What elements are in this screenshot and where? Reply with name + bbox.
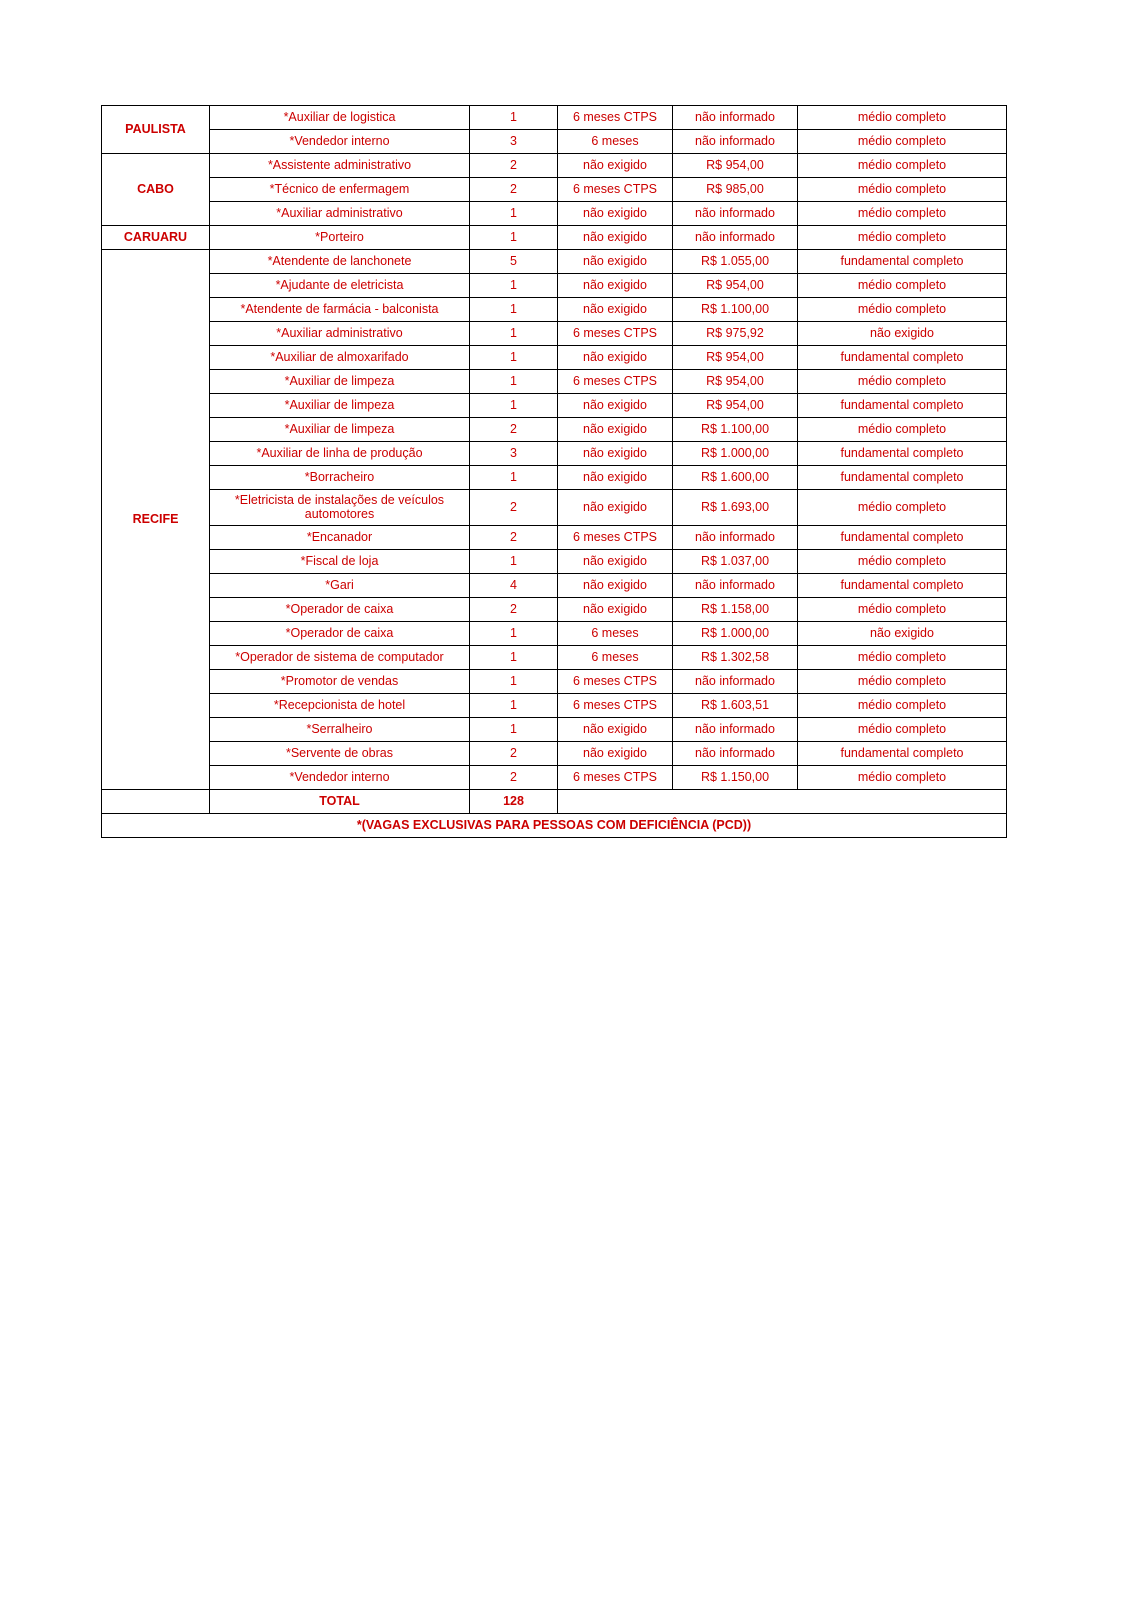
role-cell: *Porteiro [210,226,470,250]
exp-cell: não exigido [558,274,673,298]
table-row [102,250,1007,274]
table-row [102,549,1007,573]
role-cell: *Operador de caixa [210,621,470,645]
education-cell: não exigido [798,322,1007,346]
qty-cell: 1 [470,322,558,346]
salary-cell: R$ 1.603,51 [673,693,798,717]
role-cell: *Ajudante de eletricista [210,274,470,298]
role-cell: *Promotor de vendas [210,669,470,693]
salary-cell: R$ 954,00 [673,394,798,418]
qty-cell: 2 [470,597,558,621]
salary-cell: R$ 1.000,00 [673,442,798,466]
exp-cell: não exigido [558,394,673,418]
table-row [102,322,1007,346]
qty-cell: 1 [470,106,558,130]
education-cell: fundamental completo [798,442,1007,466]
salary-cell: R$ 1.158,00 [673,597,798,621]
total-label: TOTAL [210,789,470,813]
qty-cell: 1 [470,346,558,370]
education-cell: médio completo [798,693,1007,717]
city-cell: CABO [102,154,210,226]
table-row [102,525,1007,549]
exp-cell: 6 meses CTPS [558,106,673,130]
footer-note: *(VAGAS EXCLUSIVAS PARA PESSOAS COM DEFICIÊNCIA (PCD)) [102,813,1007,837]
total-city-blank [102,789,210,813]
table-row [102,621,1007,645]
salary-cell: não informado [673,741,798,765]
vacancies-table-body [102,106,1007,838]
table-row [102,370,1007,394]
exp-cell: não exigido [558,442,673,466]
qty-cell: 2 [470,490,558,526]
education-cell: médio completo [798,370,1007,394]
table-row [102,765,1007,789]
qty-cell: 1 [470,717,558,741]
education-cell: fundamental completo [798,741,1007,765]
role-cell: *Atendente de farmácia - balconista [210,298,470,322]
qty-cell: 1 [470,549,558,573]
table-row [102,741,1007,765]
table-row [102,418,1007,442]
salary-cell: R$ 954,00 [673,346,798,370]
table-row [102,490,1007,526]
role-cell: *Assistente administrativo [210,154,470,178]
table-row [102,597,1007,621]
education-cell: médio completo [798,226,1007,250]
salary-cell: R$ 1.693,00 [673,490,798,526]
table-row [102,645,1007,669]
qty-cell: 2 [470,418,558,442]
education-cell: médio completo [798,418,1007,442]
exp-cell: não exigido [558,549,673,573]
role-cell: *Vendedor interno [210,130,470,154]
salary-cell: R$ 1.150,00 [673,765,798,789]
vacancies-table [101,105,1007,838]
exp-cell: não exigido [558,298,673,322]
education-cell: médio completo [798,274,1007,298]
qty-cell: 1 [470,669,558,693]
education-cell: fundamental completo [798,525,1007,549]
salary-cell: R$ 985,00 [673,178,798,202]
salary-cell: não informado [673,226,798,250]
education-cell: médio completo [798,717,1007,741]
education-cell: médio completo [798,202,1007,226]
salary-cell: não informado [673,130,798,154]
footer-note-row [102,813,1007,837]
qty-cell: 2 [470,525,558,549]
qty-cell: 1 [470,621,558,645]
role-cell: *Servente de obras [210,741,470,765]
role-cell: *Auxiliar de almoxarifado [210,346,470,370]
qty-cell: 2 [470,178,558,202]
role-cell: *Eletricista de instalações de veículos automotores [210,490,470,526]
exp-cell: não exigido [558,154,673,178]
exp-cell: 6 meses CTPS [558,525,673,549]
table-row [102,693,1007,717]
qty-cell: 1 [470,645,558,669]
table-row [102,669,1007,693]
exp-cell: não exigido [558,250,673,274]
table-row [102,178,1007,202]
salary-cell: não informado [673,573,798,597]
exp-cell: não exigido [558,573,673,597]
role-cell: *Auxiliar de linha de produção [210,442,470,466]
role-cell: *Operador de caixa [210,597,470,621]
exp-cell: não exigido [558,202,673,226]
qty-cell: 2 [470,154,558,178]
salary-cell: R$ 1.037,00 [673,549,798,573]
exp-cell: não exigido [558,346,673,370]
salary-cell: não informado [673,669,798,693]
exp-cell: não exigido [558,466,673,490]
education-cell: não exigido [798,621,1007,645]
education-cell: médio completo [798,765,1007,789]
table-row [102,717,1007,741]
salary-cell: R$ 954,00 [673,274,798,298]
qty-cell: 3 [470,130,558,154]
table-row [102,226,1007,250]
table-row [102,346,1007,370]
education-cell: médio completo [798,178,1007,202]
salary-cell: R$ 1.600,00 [673,466,798,490]
exp-cell: não exigido [558,418,673,442]
table-row [102,202,1007,226]
education-cell: fundamental completo [798,346,1007,370]
city-cell: PAULISTA [102,106,210,154]
qty-cell: 1 [470,226,558,250]
role-cell: *Auxiliar administrativo [210,322,470,346]
exp-cell: 6 meses [558,621,673,645]
salary-cell: R$ 1.000,00 [673,621,798,645]
role-cell: *Auxiliar de logistica [210,106,470,130]
salary-cell: R$ 1.055,00 [673,250,798,274]
role-cell: *Vendedor interno [210,765,470,789]
city-cell: CARUARU [102,226,210,250]
table-row [102,573,1007,597]
exp-cell: não exigido [558,226,673,250]
exp-cell: 6 meses [558,645,673,669]
role-cell: *Auxiliar de limpeza [210,418,470,442]
total-row [102,789,1007,813]
exp-cell: não exigido [558,490,673,526]
salary-cell: não informado [673,106,798,130]
exp-cell: 6 meses CTPS [558,693,673,717]
role-cell: *Auxiliar administrativo [210,202,470,226]
qty-cell: 1 [470,202,558,226]
exp-cell: 6 meses CTPS [558,370,673,394]
salary-cell: R$ 1.302,58 [673,645,798,669]
salary-cell: R$ 1.100,00 [673,298,798,322]
table-row [102,130,1007,154]
qty-cell: 1 [470,298,558,322]
education-cell: fundamental completo [798,394,1007,418]
table-row [102,274,1007,298]
education-cell: fundamental completo [798,466,1007,490]
education-cell: médio completo [798,298,1007,322]
table-row [102,154,1007,178]
role-cell: *Borracheiro [210,466,470,490]
education-cell: médio completo [798,597,1007,621]
exp-cell: 6 meses [558,130,673,154]
salary-cell: R$ 954,00 [673,370,798,394]
exp-cell: não exigido [558,717,673,741]
qty-cell: 2 [470,741,558,765]
salary-cell: não informado [673,717,798,741]
table-row [102,106,1007,130]
qty-cell: 4 [470,573,558,597]
total-value: 128 [470,789,558,813]
exp-cell: 6 meses CTPS [558,322,673,346]
qty-cell: 3 [470,442,558,466]
role-cell: *Atendente de lanchonete [210,250,470,274]
table-row [102,466,1007,490]
city-cell: RECIFE [102,250,210,790]
vacancies-table-container [101,105,1006,838]
role-cell: *Auxiliar de limpeza [210,394,470,418]
salary-cell: não informado [673,202,798,226]
education-cell: médio completo [798,106,1007,130]
education-cell: médio completo [798,645,1007,669]
exp-cell: não exigido [558,741,673,765]
exp-cell: 6 meses CTPS [558,669,673,693]
education-cell: fundamental completo [798,573,1007,597]
exp-cell: 6 meses CTPS [558,765,673,789]
qty-cell: 5 [470,250,558,274]
role-cell: *Recepcionista de hotel [210,693,470,717]
education-cell: médio completo [798,549,1007,573]
qty-cell: 1 [470,274,558,298]
exp-cell: 6 meses CTPS [558,178,673,202]
salary-cell: R$ 954,00 [673,154,798,178]
exp-cell: não exigido [558,597,673,621]
qty-cell: 1 [470,693,558,717]
salary-cell: não informado [673,525,798,549]
education-cell: fundamental completo [798,250,1007,274]
table-row [102,442,1007,466]
role-cell: *Técnico de enfermagem [210,178,470,202]
qty-cell: 2 [470,765,558,789]
qty-cell: 1 [470,394,558,418]
role-cell: *Auxiliar de limpeza [210,370,470,394]
salary-cell: R$ 1.100,00 [673,418,798,442]
education-cell: médio completo [798,130,1007,154]
role-cell: *Operador de sistema de computador [210,645,470,669]
role-cell: *Fiscal de loja [210,549,470,573]
education-cell: médio completo [798,490,1007,526]
table-row [102,298,1007,322]
education-cell: médio completo [798,669,1007,693]
role-cell: *Gari [210,573,470,597]
qty-cell: 1 [470,466,558,490]
role-cell: *Serralheiro [210,717,470,741]
qty-cell: 1 [470,370,558,394]
table-row [102,394,1007,418]
role-cell: *Encanador [210,525,470,549]
salary-cell: R$ 975,92 [673,322,798,346]
total-blank [558,789,1007,813]
education-cell: médio completo [798,154,1007,178]
